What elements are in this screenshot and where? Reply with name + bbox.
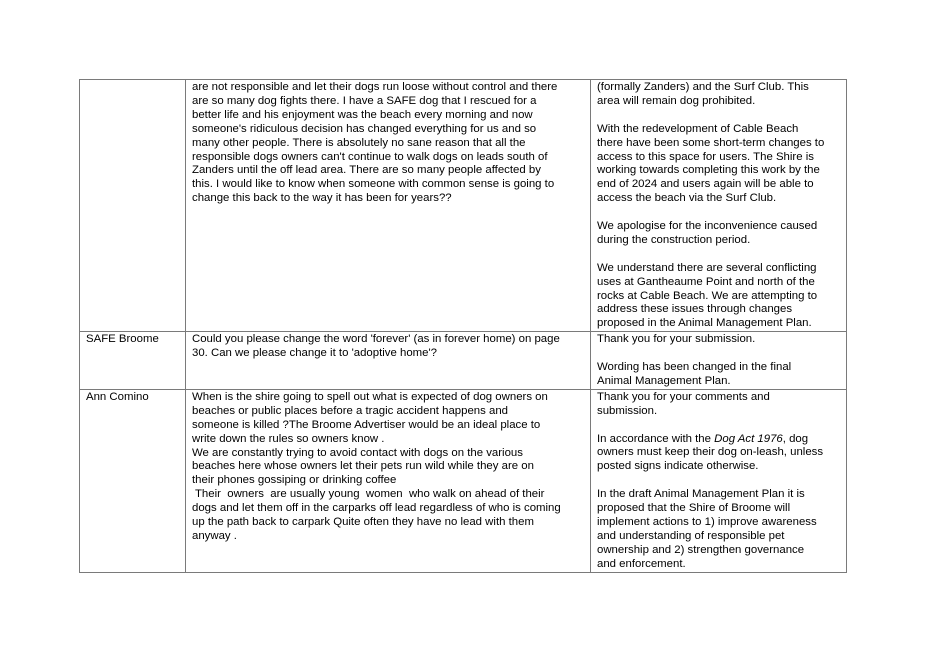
submitter-name-cell	[80, 389, 186, 572]
response-line: uses at Gantheaume Point and north of the	[597, 275, 815, 288]
submission-line: are so many dog fights there. I have a SAFE dog that I rescued for a	[192, 94, 537, 107]
submission-line: this. I would like to know when someone with common sense is going to	[192, 178, 555, 191]
response-line: address these issues through changes	[597, 303, 793, 316]
submission-line: are not responsible and let their dogs run loose without control and there	[192, 81, 558, 93]
submission-cell	[186, 389, 591, 572]
submission-line: someone's ridiculous decision has changed everything for us and so	[192, 122, 537, 135]
response-cell	[591, 332, 847, 390]
response-line: (formally Zanders) and the Surf Club. This	[597, 81, 809, 93]
response-line: and enforcement.	[597, 557, 686, 570]
submission-line: Zanders until the off lead area. There are so many people affected by	[192, 164, 541, 177]
paragraph-gap	[597, 474, 842, 488]
response-line: We apologise for the inconvenience caused	[597, 220, 818, 233]
paragraph-gap	[597, 248, 842, 262]
submission-line: When is the shire going to spell out what is expected of dog owners on	[192, 390, 548, 403]
submission-line: We are constantly trying to avoid contact with dogs on the various	[192, 446, 523, 459]
submitter-name: SAFE Broome	[86, 333, 159, 346]
submission-cell	[186, 80, 591, 332]
submitter-name: Ann Comino	[86, 390, 149, 403]
response-line: there have been some short-term changes to	[597, 136, 825, 149]
response-line: proposed in the Animal Management Plan.	[597, 317, 812, 330]
response-text: , dog	[782, 432, 809, 445]
response-line: working towards completing this work by the	[597, 164, 820, 177]
submission-line: beaches or public places before a tragic accident happens and	[192, 404, 508, 417]
submitter-name-cell	[80, 332, 186, 390]
paragraph-gap	[597, 109, 842, 123]
paragraph-gap	[597, 347, 842, 361]
response-line: owners must keep their dog on-leash, unless	[597, 446, 824, 459]
response-line: implement actions to 1) improve awareness	[597, 516, 817, 528]
response-line: rocks at Cable Beach. We are attempting to	[597, 289, 818, 302]
response-line: Animal Management Plan.	[597, 374, 731, 387]
submission-line: change this back to the way it has been for years??	[192, 192, 452, 205]
response-line: posted signs indicate otherwise.	[597, 460, 759, 473]
response-line	[597, 433, 842, 447]
submission-line: up the path back to carpark Quite often they have no lead with them	[192, 516, 534, 529]
paragraph-gap	[597, 419, 842, 433]
table-row	[80, 332, 847, 390]
response-text: In accordance with the	[597, 432, 715, 445]
response-line: proposed that the Shire of Broome will	[597, 502, 791, 515]
submission-line: better life and his enjoyment was the beach every morning and now	[192, 108, 533, 121]
response-line: In the draft Animal Management Plan it is	[597, 488, 805, 501]
submissions-table	[79, 79, 847, 573]
submission-line: Their owners are usually young women who walk on ahead of their	[192, 488, 545, 501]
response-line: submission.	[597, 404, 658, 417]
submission-line: anyway .	[192, 529, 237, 542]
response-line: end of 2024 and users again will be able to	[597, 178, 814, 191]
response-line: during the construction period.	[597, 233, 751, 246]
response-line: area will remain dog prohibited.	[597, 94, 756, 107]
submission-line: responsible dogs owners can't continue to walk dogs on leads south of	[192, 150, 548, 163]
submission-line: Could you please change the word 'forever' (as in forever home) on page	[192, 333, 560, 346]
submission-line: their phones gossiping or drinking coffee	[192, 474, 397, 487]
response-line: Wording has been changed in the final	[597, 361, 792, 374]
response-line: Thank you for your submission.	[597, 333, 756, 346]
response-line: ownership and 2) strengthen governance	[597, 543, 805, 556]
submission-line: someone is killed ?The Broome Advertiser would be an ideal place to	[192, 418, 541, 431]
submission-line: dogs and let them off in the carparks off lead regardless of who is coming	[192, 502, 561, 515]
submission-line: 30. Can we please change it to 'adoptive home'?	[192, 347, 437, 360]
submission-line: beaches here whose owners let their pets run wild while they are on	[192, 460, 534, 473]
response-cell	[591, 80, 847, 332]
submission-line: many other people. There is absolutely no sane reason that all the	[192, 136, 526, 149]
response-line: We understand there are several conflicting	[597, 261, 817, 274]
table-row	[80, 80, 847, 332]
response-line: With the redevelopment of Cable Beach	[597, 122, 799, 135]
submission-cell	[186, 332, 591, 390]
submission-line: write down the rules so owners know .	[192, 432, 385, 445]
response-line: access to this space for users. The Shire is	[597, 150, 814, 163]
response-line: and understanding of responsible pet	[597, 529, 785, 542]
response-line: Thank you for your comments and	[597, 390, 770, 403]
table-row	[80, 389, 847, 572]
paragraph-gap	[597, 206, 842, 220]
submitter-name-cell	[80, 80, 186, 332]
response-line: access the beach via the Surf Club.	[597, 192, 777, 205]
act-title: Dog Act 1976	[714, 432, 783, 445]
response-cell	[591, 389, 847, 572]
